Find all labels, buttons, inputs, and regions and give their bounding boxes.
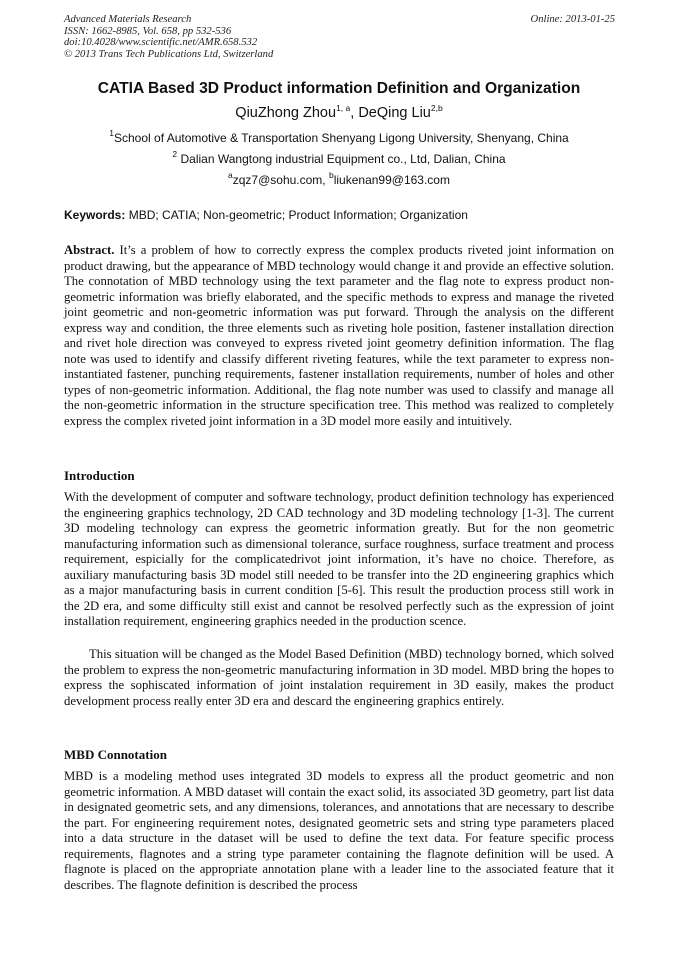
introduction-paragraph-1: With the development of computer and software technology, product definition technology has experienced the engineering graphics technology, 2D CAD technology and 3D modeling technology [1-3]. The current 3D modeling technology can express the geometric information greatly. But for the non geometric manufacturing information such as dimensional tolerance, surface roughness, surface treatment and process requirement, espicially for the complicatedrivot joint information, it’s have no choice. Therefore, as auxiliary manufacturing basis 3D model still needed to be transfer into the 2D engineering graphics which as a major manufacturing basis in current condition [5-6]. This result the production process still work in the 2D era, and some difficulty still exist and cannot be resolved perfectly such as the expression of joint installation requirement, engineering graphics needed in the production scence.: [64, 490, 614, 628]
affiliation-superscript: 1: [109, 128, 114, 138]
paper-title: CATIA Based 3D Product information Definition and Organization: [97, 80, 581, 97]
email-b: liukenan99@163.com: [333, 173, 450, 187]
author-separator: ,: [350, 105, 359, 121]
affiliation-text: School of Automotive & Transportation Shenyang Ligong University, Shenyang, China: [114, 131, 569, 145]
keywords-label: Keywords:: [64, 208, 126, 222]
section-heading-introduction: Introduction: [64, 468, 135, 483]
section-heading-mbd-connotation: MBD Connotation: [64, 747, 167, 762]
email-superscript: b: [328, 170, 334, 180]
doi-line: doi:10.4028/www.scientific.net/AMR.658.532: [64, 37, 258, 49]
affiliation-1: [0, 128, 678, 145]
introduction-paragraph-2: This situation will be changed as the Model Based Definition (MBD) technology borned, which solved the problem to express the non-geometric manufacturing information in 3D model. MBD bring the hopes to express the sophiscated information of joint instalation requirement in 3D easily, makes the product development process really enter 3D era and descard the engineering graphics entirely.: [64, 647, 614, 708]
email-superscript: a: [228, 170, 233, 180]
journal-header: [64, 14, 273, 60]
abstract-paragraph: [64, 243, 614, 429]
affiliation-text: Dalian Wangtong industrial Equipment co., Ltd, Dalian, China: [180, 152, 506, 166]
journal-name: Advanced Materials Research: [64, 14, 192, 25]
copyright-line: © 2013 Trans Tech Publications Ltd, Switzerland: [64, 48, 274, 60]
affiliation-superscript: 2: [172, 149, 178, 159]
issn-line: ISSN: 1662-8985, Vol. 658, pp 532-536: [64, 25, 232, 37]
author-emails: [0, 170, 678, 187]
keywords-text: MBD; CATIA; Non-geometric; Product Information; Organization: [125, 208, 468, 222]
author-name: QiuZhong Zhou: [235, 105, 337, 121]
author-superscript: 1, a: [336, 103, 351, 113]
author-name: DeQing Liu: [358, 105, 431, 121]
affiliation-2: [0, 149, 678, 166]
keywords-line: [64, 208, 614, 222]
abstract-text: It’s a problem of how to correctly express the complex products riveted joint information on product drawing, but the appearance of MBD technology would change it and provide an effective solution. The connotation of MBD technology using the text parameter and the flag note to express product non-geometric information was briefly elaborated, and the specific methods to express and manage the riveted joint geometric and non-geometric information was put forward. Through the analysis on the different express way and condition, the three elements such as riveting hole position, fastener installation direction and rivet hole direction was conveyed to express riveted joint geometry definition information. The flag note was used to identify and classify different riveting features, while the text parameter to express non-instantiated fastener, punching requirements, fastener installation requirements, number of holes and other types of non-geometric information. Additional, the flag note number was used to classify and manage all the non-geometric information in the structure specification tree. This method was realized to completely express the complex riveted joint information in a 3D model more easily and intuitively.: [64, 243, 614, 428]
email-a: zqz7@sohu.com,: [232, 173, 329, 187]
author-line: [0, 105, 678, 121]
online-date: Online: 2013-01-25: [530, 14, 615, 25]
author-superscript: 2,b: [430, 103, 443, 113]
mbd-paragraph-1: MBD is a modeling method uses integrated 3D models to express all the product geometric and non geometric information. A MBD dataset will contain the exact solid, its associated 3D geometry, part list data in designated geometric sets, and any dimensions, tolerances, and annotations that are necessary to describe the part. For engineering requirement notes, designated geometric sets and string type parameters placed into a data structure in the dataset will be used to define the text data. For feature specific process requirements, flagnotes and a string type parameter containing the flagnote definition will be used. A flagnote is placed on the appropriate annotation plane with a leader line to the associated feature that it describes. The flagnote definition is described the process: [64, 769, 614, 892]
abstract-label: Abstract.: [64, 243, 115, 257]
